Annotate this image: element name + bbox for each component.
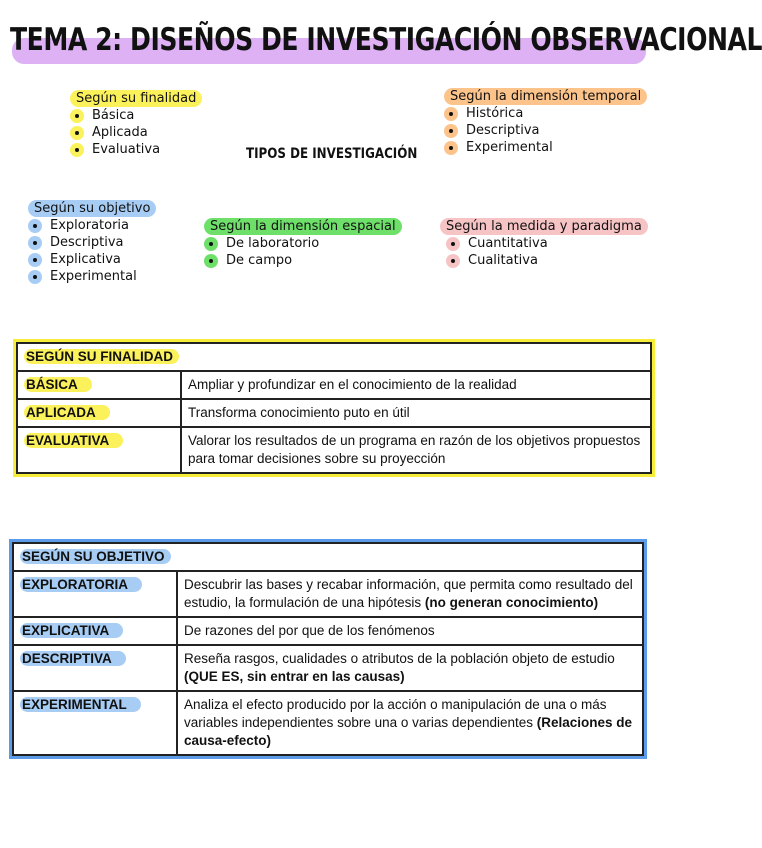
category-finalidad-title: Según su finalidad <box>70 90 202 107</box>
bullet-icon <box>446 237 460 251</box>
table-objetivo <box>12 542 644 756</box>
table-header: SEGÚN SU OBJETIVO <box>20 549 171 564</box>
table-header: SEGÚN SU FINALIDAD <box>24 349 179 364</box>
row-value: Reseña rasgos, cualidades o atributos de la población objeto de estudio (QUE ES, sin entrar en las causas) <box>177 645 643 691</box>
page-title: TEMA 2: DISEÑOS DE INVESTIGACIÓN OBSERVACIONAL <box>10 22 762 58</box>
list-item: De campo <box>204 252 402 269</box>
table-row <box>17 371 651 399</box>
list-item: Explicativa <box>28 251 156 268</box>
bullet-icon <box>70 143 84 157</box>
category-temporal <box>444 88 647 156</box>
category-objetivo-title: Según su objetivo <box>28 200 156 217</box>
row-value: Transforma conocimiento puto en útil <box>181 399 651 427</box>
table-row <box>13 617 643 645</box>
bullet-icon <box>444 141 458 155</box>
table-finalidad <box>16 342 652 474</box>
table-header-row <box>17 343 651 371</box>
row-key: EVALUATIVA <box>24 433 123 448</box>
list-item: Descriptiva <box>444 122 647 139</box>
list-item: Evaluativa <box>70 141 202 158</box>
bullet-icon <box>444 124 458 138</box>
list-item: Experimental <box>444 139 647 156</box>
row-value: Descubrir las bases y recabar información, que permita como resultado del estudio, la formulación de una hipótesis (no generan conocimiento) <box>177 571 643 617</box>
title-block <box>10 16 762 72</box>
row-value: Ampliar y profundizar en el conocimiento de la realidad <box>181 371 651 399</box>
row-key: EXPERIMENTAL <box>20 697 141 712</box>
row-key: EXPLORATORIA <box>20 577 142 592</box>
bullet-icon <box>444 107 458 121</box>
category-espacial-title: Según la dimensión espacial <box>204 218 402 235</box>
bullet-icon <box>70 109 84 123</box>
list-item: Cualitativa <box>446 252 648 269</box>
list-item: Descriptiva <box>28 234 156 251</box>
center-label: TIPOS DE INVESTIGACIÓN <box>246 146 418 162</box>
table-row <box>13 645 643 691</box>
list-item: Exploratoria <box>28 217 156 234</box>
list-item: Básica <box>70 107 202 124</box>
bullet-icon <box>70 126 84 140</box>
table-row <box>17 427 651 473</box>
category-finalidad <box>70 90 202 158</box>
row-key: APLICADA <box>24 405 110 420</box>
category-paradigma <box>440 218 648 269</box>
category-paradigma-title: Según la medida y paradigma <box>440 218 648 235</box>
list-item: Aplicada <box>70 124 202 141</box>
list-item: Experimental <box>28 268 156 285</box>
list-item: Histórica <box>444 105 647 122</box>
bullet-icon <box>204 254 218 268</box>
table-header-row <box>13 543 643 571</box>
row-value: Valorar los resultados de un programa en razón de los objetivos propuestos para tomar decisiones sobre su proyección <box>181 427 651 473</box>
bullet-icon <box>28 236 42 250</box>
bullet-icon <box>28 219 42 233</box>
row-key: BÁSICA <box>24 377 92 392</box>
table-row <box>13 571 643 617</box>
category-objetivo <box>28 200 156 285</box>
category-temporal-title: Según la dimensión temporal <box>444 88 647 105</box>
row-value: De razones del por que de los fenómenos <box>177 617 643 645</box>
bullet-icon <box>446 254 460 268</box>
bullet-icon <box>28 270 42 284</box>
bullet-icon <box>28 253 42 267</box>
table-row <box>13 691 643 755</box>
row-key: EXPLICATIVA <box>20 623 123 638</box>
list-item: De laboratorio <box>204 235 402 252</box>
row-value: Analiza el efecto producido por la acción o manipulación de una o más variables independientes sobre una o varias dependientes (Relaciones de causa-efecto) <box>177 691 643 755</box>
bullet-icon <box>204 237 218 251</box>
row-key: DESCRIPTIVA <box>20 651 126 666</box>
table-row <box>17 399 651 427</box>
category-espacial <box>204 218 402 269</box>
list-item: Cuantitativa <box>446 235 648 252</box>
